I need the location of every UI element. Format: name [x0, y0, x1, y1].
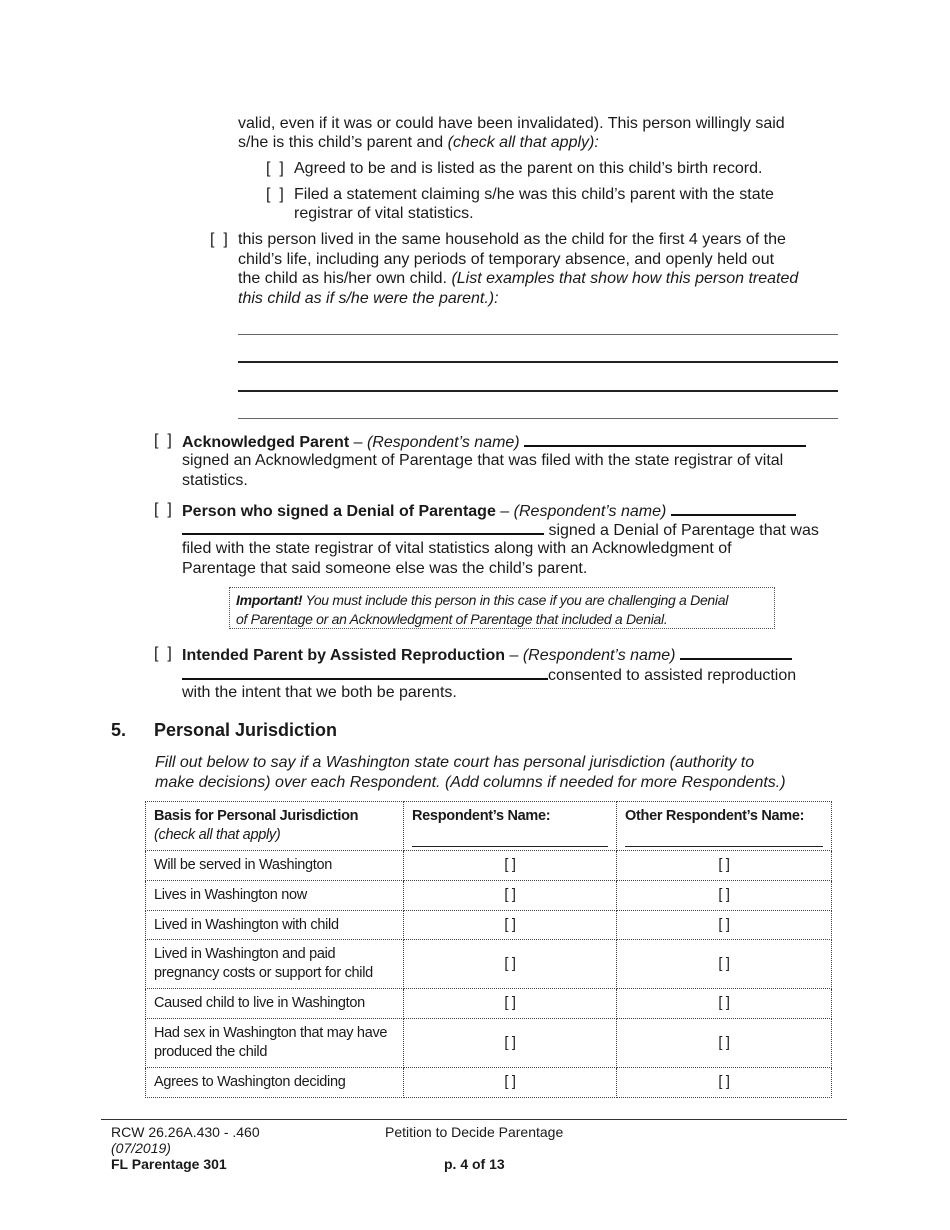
- intended-parent-name-field-1[interactable]: [680, 644, 792, 660]
- section-5-intro-line-1: Fill out below to say if a Washington state court has personal jurisdiction (authority to: [155, 754, 755, 771]
- denial-parent-line-2: [182, 519, 819, 541]
- row-label-line-1: Had sex in Washington that may have: [154, 1025, 388, 1041]
- intended-parent-line-3: with the intent that we both be parents.: [182, 684, 457, 701]
- denial-parent-checkbox[interactable]: [ ]: [154, 501, 172, 518]
- respondent-name-field[interactable]: [412, 846, 608, 847]
- household-option-checkbox[interactable]: [ ]: [210, 231, 228, 248]
- table-row: [146, 1068, 832, 1098]
- continuation-line-2: [238, 133, 599, 153]
- footer-form-title: Petition to Decide Parentage: [385, 1124, 564, 1140]
- intended-parent-dash: –: [505, 647, 523, 664]
- section-5-number: 5.: [111, 720, 127, 740]
- denial-parent-line-2-text: signed a Denial of Parentage that was: [544, 522, 819, 539]
- sub-option-1-checkbox[interactable]: [ ]: [266, 160, 284, 177]
- acknowledged-parent-checkbox[interactable]: [ ]: [154, 432, 172, 449]
- intended-parent-name-field-2[interactable]: [182, 664, 548, 680]
- respondent-checkbox[interactable]: [ ]: [404, 1019, 617, 1068]
- respondent-checkbox[interactable]: [ ]: [404, 989, 617, 1019]
- acknowledged-parent-hint: (Respondent’s name): [366, 434, 520, 451]
- household-option-line-3: [238, 269, 798, 289]
- acknowledged-parent-name-field[interactable]: [524, 431, 806, 447]
- jurisdiction-table: [145, 801, 832, 1098]
- row-label: [146, 1019, 404, 1068]
- acknowledged-parent-dash: –: [349, 434, 367, 451]
- row-label-line-2: produced the child: [154, 1044, 268, 1060]
- household-option-line-1: this person lived in the same household as the child for the first 4 years of the: [238, 231, 786, 248]
- denial-parent-name-field-1[interactable]: [671, 500, 796, 516]
- denial-parent-dash: –: [495, 503, 514, 520]
- table-row: [146, 881, 832, 911]
- denial-parent-line-3: filed with the state registrar of vital statistics along with an Acknowledgment of: [182, 540, 732, 557]
- examples-line-1[interactable]: [238, 334, 838, 335]
- footer-rcw: RCW 26.26A.430 - .460: [111, 1124, 260, 1140]
- table-row: [146, 911, 832, 940]
- sub-option-1-text: Agreed to be and is listed as the parent on this child’s birth record.: [294, 160, 763, 177]
- row-label-line-1: Lived in Washington and paid: [154, 946, 336, 962]
- intended-parent-line-2-text: consented to assisted reproduction: [548, 667, 797, 684]
- other-respondent-checkbox[interactable]: [ ]: [617, 1068, 832, 1098]
- respondent-checkbox[interactable]: [ ]: [404, 1068, 617, 1098]
- important-text-1: You must include this person in this case if you are challenging a Denial: [302, 592, 729, 608]
- basis-header-sub: (check all that apply): [154, 827, 281, 843]
- other-respondent-checkbox[interactable]: [ ]: [617, 989, 832, 1019]
- row-label-line-2: pregnancy costs or support for child: [154, 965, 373, 981]
- acknowledged-parent-line-2: signed an Acknowledgment of Parentage that was filed with the state registrar of vital: [182, 452, 784, 469]
- footer-date: (07/2019): [111, 1140, 171, 1156]
- other-respondent-checkbox[interactable]: [ ]: [617, 911, 832, 940]
- other-respondent-header-title: Other Respondent’s Name:: [625, 808, 805, 824]
- other-respondent-checkbox[interactable]: [ ]: [617, 940, 832, 989]
- intended-parent-title: Intended Parent by Assisted Reproduction: [182, 647, 506, 664]
- row-label: Agrees to Washington deciding: [146, 1068, 404, 1098]
- important-note-box: [229, 587, 775, 629]
- continuation-line-1: valid, even if it was or could have been invalidated). This person willingly said: [238, 115, 785, 132]
- important-note-line-1: [236, 591, 768, 610]
- sub-option-2-checkbox[interactable]: [ ]: [266, 186, 284, 203]
- footer-form-number: FL Parentage 301: [111, 1156, 227, 1172]
- basis-header: [146, 802, 404, 851]
- examples-line-4[interactable]: [238, 418, 838, 419]
- sub-option-2-line-1: Filed a statement claiming s/he was this child’s parent with the state: [294, 186, 774, 203]
- denial-parent-name-field-2[interactable]: [182, 519, 544, 535]
- basis-header-title: Basis for Personal Jurisdiction: [154, 808, 359, 824]
- row-label: Caused child to live in Washington: [146, 989, 404, 1019]
- respondent-header: [404, 802, 617, 851]
- household-option-line-3-italic: (List examples that show how this person treated: [451, 270, 799, 287]
- table-row: [146, 940, 832, 989]
- table-row: [146, 989, 832, 1019]
- respondent-checkbox[interactable]: [ ]: [404, 881, 617, 911]
- jurisdiction-table-header: [146, 802, 832, 851]
- row-label: Will be served in Washington: [146, 851, 404, 881]
- section-5-title: Personal Jurisdiction: [154, 720, 338, 740]
- acknowledged-parent-title: Acknowledged Parent: [182, 434, 350, 451]
- important-note-line-2: of Parentage or an Acknowledgment of Parentage that included a Denial.: [236, 611, 668, 627]
- acknowledged-parent-line-1: [182, 431, 806, 453]
- row-label: Lived in Washington with child: [146, 911, 404, 940]
- table-row: [146, 1019, 832, 1068]
- table-row: [146, 851, 832, 881]
- sub-option-2-line-2: registrar of vital statistics.: [294, 205, 474, 222]
- row-label: Lives in Washington now: [146, 881, 404, 911]
- row-label: [146, 940, 404, 989]
- other-respondent-checkbox[interactable]: [ ]: [617, 881, 832, 911]
- examples-line-3[interactable]: [238, 390, 838, 392]
- other-respondent-header: [617, 802, 832, 851]
- footer-page-number: p. 4 of 13: [444, 1156, 505, 1172]
- examples-line-2[interactable]: [238, 361, 838, 363]
- intended-parent-line-1: [182, 644, 792, 666]
- respondent-checkbox[interactable]: [ ]: [404, 911, 617, 940]
- denial-parent-title: Person who signed a Denial of Parentage: [182, 503, 496, 520]
- other-respondent-name-field[interactable]: [625, 846, 823, 847]
- continuation-line-2-text: s/he is this child’s parent and: [238, 134, 448, 151]
- respondent-checkbox[interactable]: [ ]: [404, 940, 617, 989]
- respondent-checkbox[interactable]: [ ]: [404, 851, 617, 881]
- continuation-line-2-italic: (check all that apply):: [447, 134, 599, 151]
- intended-parent-hint: (Respondent’s name): [522, 647, 676, 664]
- section-5-intro-line-2: make decisions) over each Respondent. (Add columns if needed for more Respondents.): [155, 774, 786, 791]
- intended-parent-checkbox[interactable]: [ ]: [154, 645, 172, 662]
- household-option-line-2: child’s life, including any periods of temporary absence, and openly held out: [238, 251, 775, 268]
- important-label: Important!: [236, 592, 303, 608]
- household-option-line-4: this child as if s/he were the parent.):: [238, 290, 499, 307]
- acknowledged-parent-line-3: statistics.: [182, 472, 248, 489]
- household-option-line-3-text: the child as his/her own child.: [238, 270, 452, 287]
- other-respondent-checkbox[interactable]: [ ]: [617, 1019, 832, 1068]
- footer-divider: [101, 1119, 847, 1120]
- other-respondent-checkbox[interactable]: [ ]: [617, 851, 832, 881]
- denial-parent-hint: (Respondent’s name): [513, 503, 667, 520]
- respondent-header-title: Respondent’s Name:: [412, 808, 551, 824]
- denial-parent-line-4: Parentage that said someone else was the child’s parent.: [182, 560, 588, 577]
